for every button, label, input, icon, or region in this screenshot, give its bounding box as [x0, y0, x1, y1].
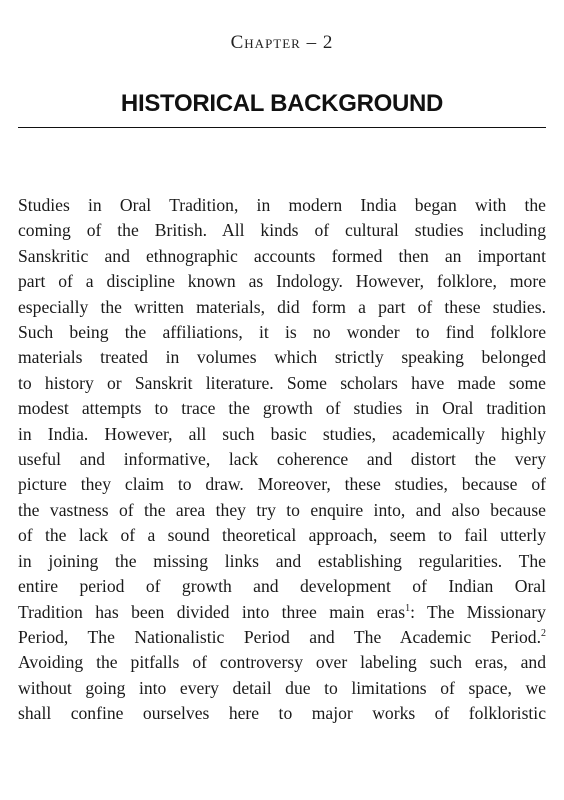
- text-line: Such being the affiliations, it is no wonder to find folklore: [18, 322, 546, 343]
- text-line: picture they claim to draw. Moreover, these studies, because of: [18, 474, 546, 495]
- text-line-with-footnote: [18, 625, 546, 650]
- text-line: Sanskritic and ethnographic accounts formed then an important: [18, 245, 546, 266]
- text-line: useful and informative, lack coherence and distort the very: [18, 449, 546, 470]
- text-segment: Tradition has been divided into three main eras: [18, 601, 406, 622]
- text-line: entire period of growth and development of Indian Oral: [18, 576, 546, 597]
- footnote-marker: 1: [405, 602, 411, 614]
- text-line: modest attempts to trace the growth of studies in Oral tradition: [18, 398, 546, 419]
- text-line: materials treated in volumes which strictly speaking belonged: [18, 347, 546, 368]
- text-segment: : The Missionary: [410, 601, 546, 622]
- text-line: in joining the missing links and establishing regularities. The: [18, 550, 546, 571]
- text-line: of the lack of a sound theoretical approach, seem to fail utterly: [18, 525, 546, 546]
- chapter-label: Chapter – 2: [230, 32, 334, 53]
- text-line-with-footnote: [18, 600, 546, 625]
- text-line: Studies in Oral Tradition, in modern India began with the: [18, 195, 546, 215]
- text-line: part of a discipline known as Indology. However, folklore, more: [18, 271, 546, 292]
- text-line: the vastness of the area they try to enquire into, and also because: [18, 499, 546, 520]
- body-paragraph: [18, 193, 546, 727]
- text-segment: Period, The Nationalistic Period and The Academic Period.: [18, 626, 541, 647]
- text-line: Avoiding the pitfalls of controversy over labeling such eras, and: [18, 652, 546, 673]
- text-line: especially the written materials, did form a part of these studies.: [18, 296, 546, 317]
- text-line: shall confine ourselves here to major works of folkloristic: [18, 703, 546, 724]
- text-line: to history or Sanskrit literature. Some scholars have made some: [18, 372, 546, 393]
- footnote-marker: 2: [541, 628, 546, 640]
- title-divider: [18, 127, 546, 128]
- text-line: without going into every detail due to limitations of space, we: [18, 677, 546, 698]
- text-line: coming of the British. All kinds of cultural studies including: [18, 220, 546, 241]
- chapter-title: HISTORICAL BACKGROUND: [120, 90, 444, 117]
- text-line: in India. However, all such basic studies, academically highly: [18, 423, 546, 444]
